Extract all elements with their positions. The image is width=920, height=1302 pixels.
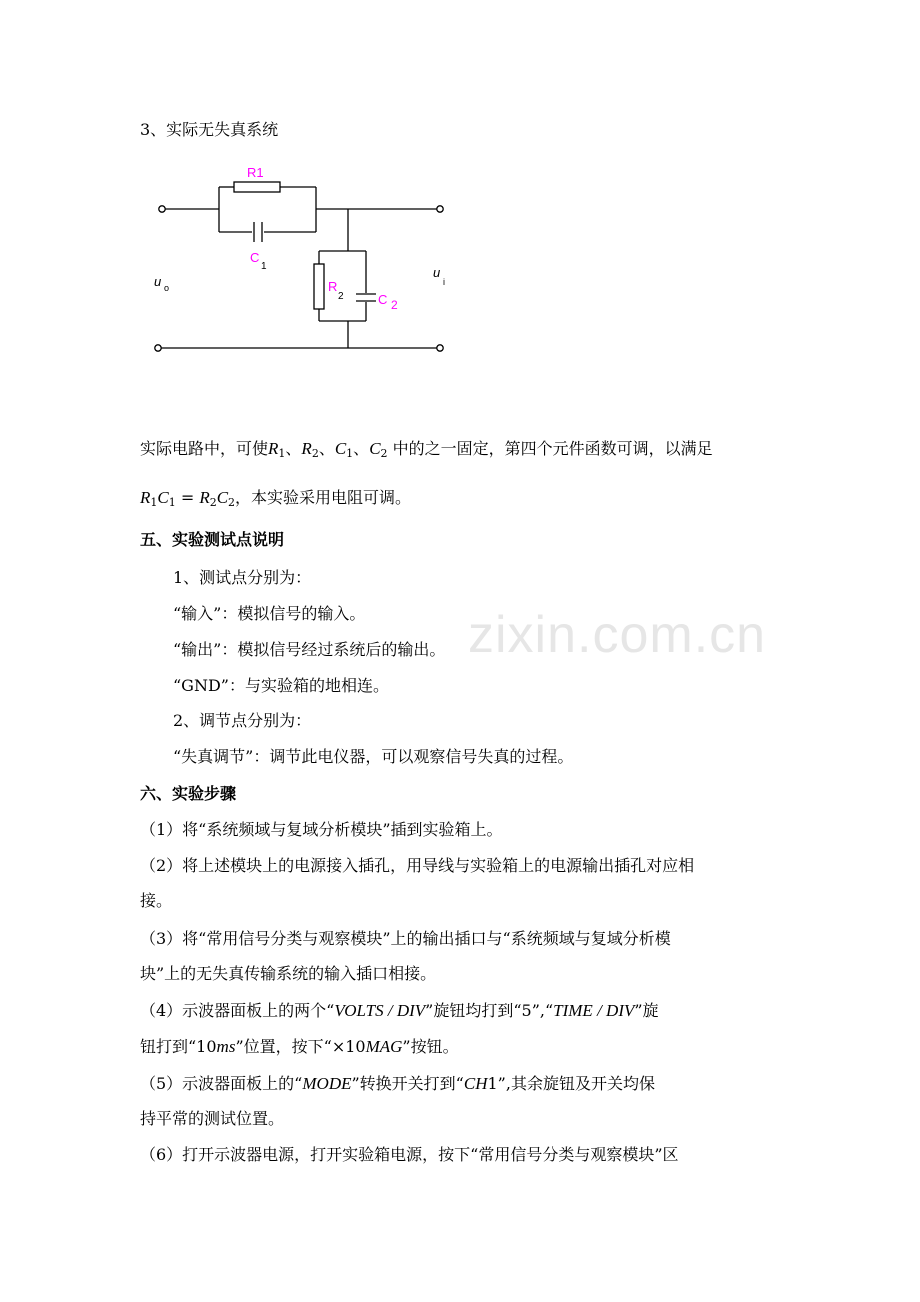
test-point-output: “输出”：模拟信号经过系统后的输出。 (173, 640, 446, 659)
label-c1: C (250, 250, 260, 265)
label-u-i-sub: i (443, 277, 445, 287)
test-points-title: 1、测试点分别为： (173, 568, 312, 587)
step-2-line-1: （2）将上述模块上的电源接入插孔，用导线与实验箱上的电源输出插孔对应相 (140, 856, 695, 875)
test-point-input: “输入”：模拟信号的输入。 (173, 604, 366, 623)
label-r2: R (328, 279, 338, 294)
label-c2: C (378, 292, 388, 307)
circuit-diagram (140, 150, 460, 365)
section-5-heading: 五、实验测试点说明 (140, 530, 285, 549)
section-3-title: 3、实际无失真系统 (140, 120, 279, 139)
terminal-bottom-right (437, 345, 443, 351)
step-1: （1）将“系统频域与复域分析模块”插到实验箱上。 (140, 820, 503, 839)
section-6-heading: 六、实验步骤 (140, 784, 237, 803)
label-c1-sub: 1 (261, 261, 267, 272)
label-u-o-sub: o (164, 283, 170, 293)
paragraph-line-2: $R_1C_1 = R_2C_2$，本实验采用电阻可调。 (140, 488, 412, 509)
paragraph-line-1: 实际电路中，可使$R_1$、$R_2$、$C_1$、$C_2$ 中的之一固定，第四个元件函数可调，以满足 (140, 439, 713, 460)
resistor-r1 (234, 182, 280, 192)
step-5-line-2: 持平常的测试位置。 (140, 1109, 285, 1128)
step-4-line-1: （4）示波器面板上的两个“VOLTS / DIV”旋钮均打到“5”,“TIME / DIV”旋 (140, 1001, 659, 1020)
adjust-points-title: 2、调节点分别为： (173, 711, 312, 730)
resistor-r2 (314, 264, 324, 309)
watermark: zixin.com.cn (468, 606, 767, 664)
label-u-i: u (433, 265, 441, 280)
label-u-o: u (154, 274, 162, 289)
test-point-gnd: “GND”：与实验箱的地相连。 (173, 676, 389, 695)
step-3-line-1: （3）将“常用信号分类与观察模块”上的输出插口与“系统频域与复域分析模 (140, 929, 671, 948)
step-2-line-2: 接。 (140, 891, 173, 910)
label-r1: R1 (247, 165, 264, 180)
label-r2-sub: 2 (338, 291, 344, 302)
label-c2-sub: 2 (391, 298, 398, 312)
step-5-line-1: （5）示波器面板上的“MODE”转换开关打到“CH1”,其余旋钮及开关均保 (140, 1074, 655, 1093)
step-3-line-2: 块”上的无失真传输系统的输入插口相接。 (140, 964, 437, 983)
terminal-bottom-left (155, 345, 161, 351)
step-4-line-2: 钮打到“10ms”位置，按下“×10MAG”按钮。 (140, 1037, 459, 1056)
terminal-top-right (437, 206, 443, 212)
adjust-point-distortion: “失真调节”：调节此电仪器，可以观察信号失真的过程。 (173, 747, 574, 766)
terminal-top-left (159, 206, 165, 212)
step-6-line-1: （6）打开示波器电源，打开实验箱电源，按下“常用信号分类与观察模块”区 (140, 1145, 679, 1164)
